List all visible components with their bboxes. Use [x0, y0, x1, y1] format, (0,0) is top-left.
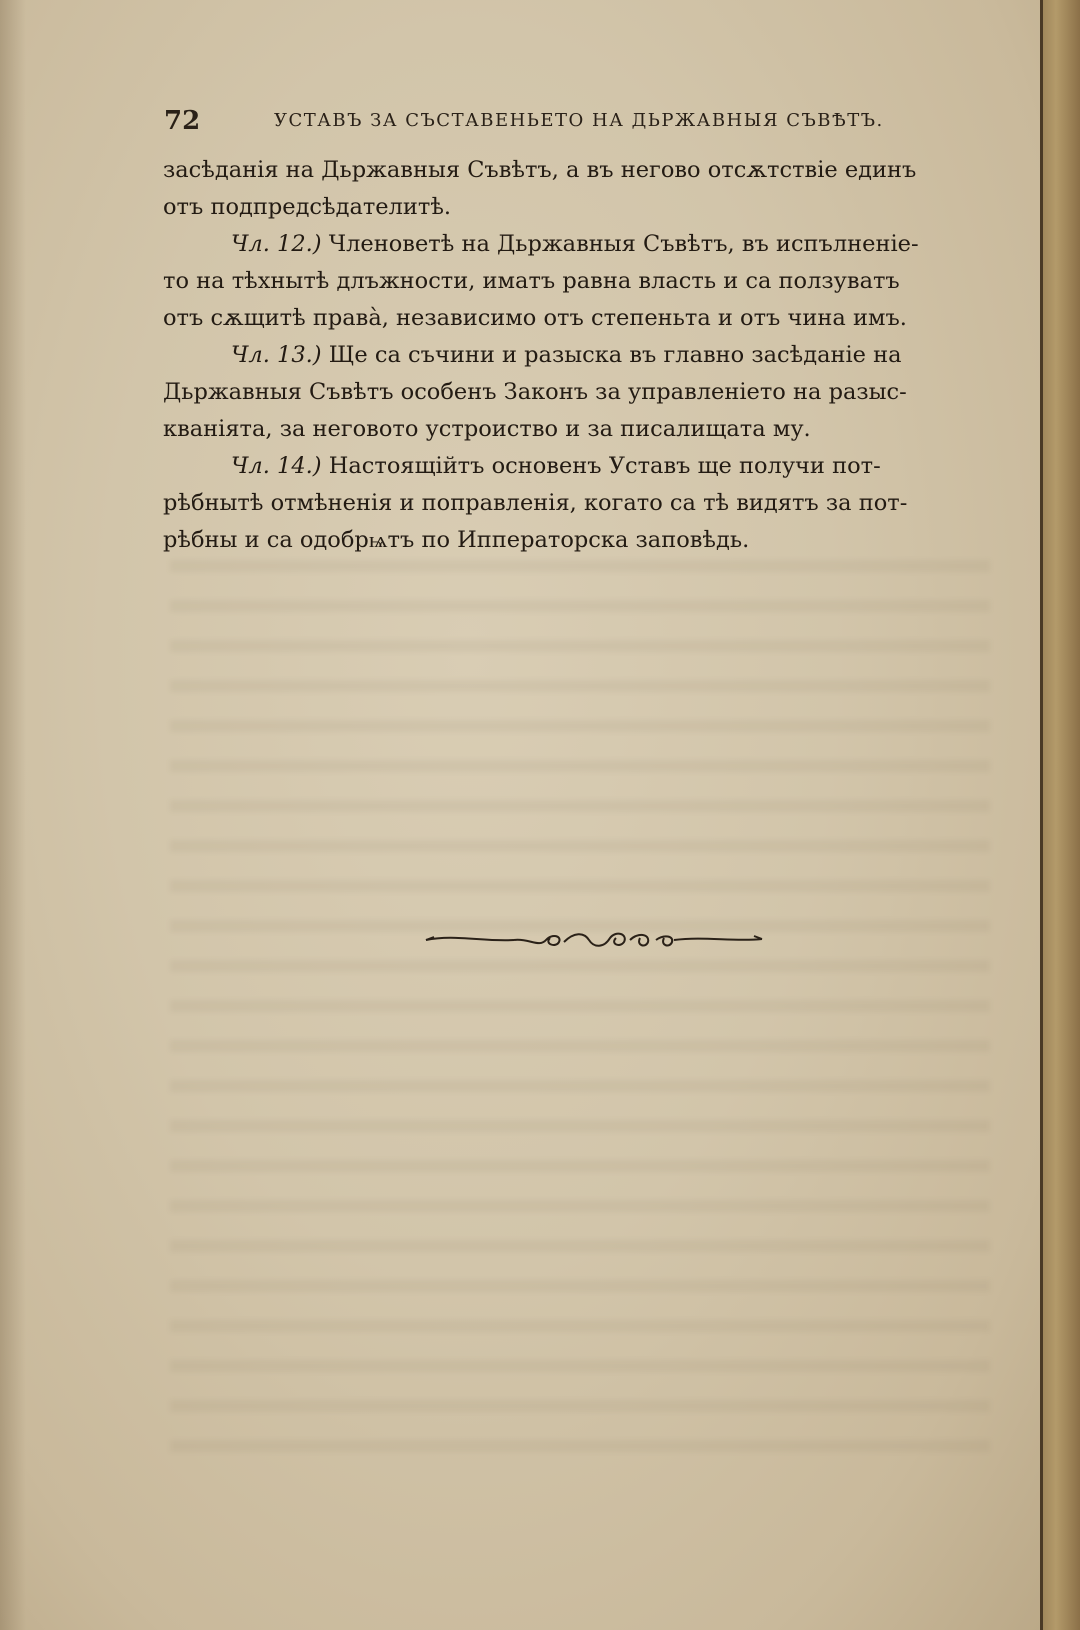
gutter-shadow [0, 0, 26, 1630]
article-13 [163, 337, 963, 374]
text-line: рѣбны и са одобрѩтъ по Ипператорска заповѣдь. [163, 527, 750, 553]
show-through-text [170, 560, 990, 1460]
text-line: кваніята, за неговото устроиство и за писалищата му. [163, 416, 811, 442]
body-text [163, 152, 963, 559]
text-line: отъ сѫщитѣ права̀, независимо отъ степеньта и отъ чина имъ. [163, 305, 907, 331]
article-label: Чл. 12.) [231, 231, 322, 257]
text-line: отъ подпредсѣдателитѣ. [163, 194, 452, 220]
running-title: УСТАВЪ ЗА СЪСТАВЕНЬЕТО НА ДЬРЖАВНЫЯ СЪВѢТЪ. [274, 110, 884, 131]
article-label: Чл. 13.) [231, 342, 322, 368]
article-12 [163, 226, 963, 263]
text-line: рѣбнытѣ отмѣненія и поправленія, когато са тѣ видятъ за пот- [163, 490, 908, 516]
article-text: Членоветѣ на Дьржавныя Съвѣтъ, въ испълненіе- [328, 231, 919, 257]
text-line: Дьржавныя Съвѣтъ особенъ Законъ за управленіето на разыс- [163, 379, 907, 405]
book-page-edge [1040, 0, 1080, 1630]
text-line: то на тѣхнытѣ длъжности, иматъ равна власть и са ползуватъ [163, 268, 900, 294]
page-number: 72 [164, 106, 201, 136]
article-text: Ще са съчини и разыска въ главно засѣданіе на [328, 342, 902, 368]
running-head [164, 100, 924, 140]
text-line: засѣданія на Дьржавныя Съвѣтъ, а въ негово отсѫтствіе единъ [163, 157, 917, 183]
article-14 [163, 448, 963, 485]
article-text: Настоящійтъ основенъ Уставъ ще получи пот- [328, 453, 881, 479]
tailpiece-ornament [424, 928, 764, 952]
article-label: Чл. 14.) [231, 453, 322, 479]
